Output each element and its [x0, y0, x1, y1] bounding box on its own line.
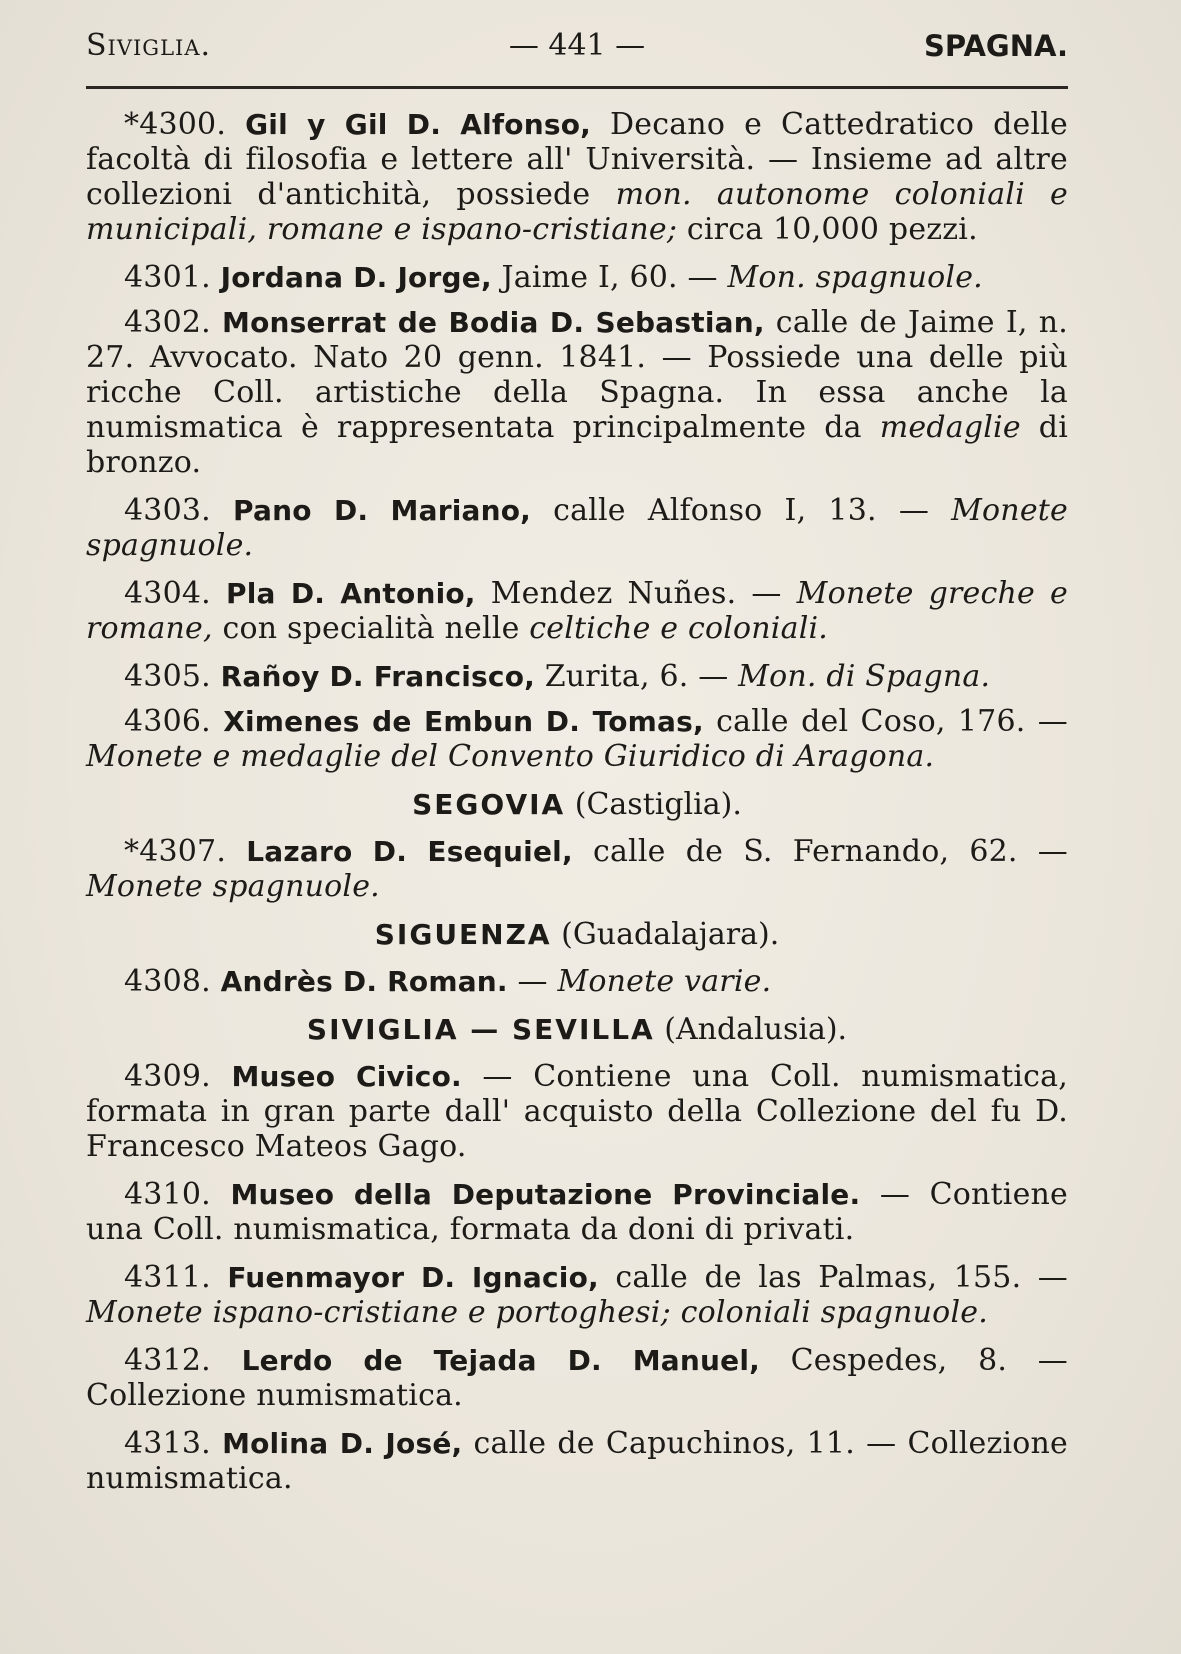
entry-italic: Mon. spagnuole.	[727, 260, 983, 295]
city-name: SIVIGLIA — SEVILLA	[306, 1013, 655, 1046]
entry-4311	[86, 1260, 1068, 1330]
entry-number: *4300.	[124, 107, 227, 142]
entry-text: circa 10,000 pezzi.	[677, 212, 978, 247]
entry-name: Museo Civico.	[231, 1060, 462, 1093]
entry-text: calle de las Palmas, 155. —	[598, 1260, 1068, 1295]
entry-4308	[86, 964, 1068, 999]
entry-4309	[86, 1059, 1068, 1164]
page-number: — 441 —	[508, 28, 646, 63]
city-region: (Andalusia).	[654, 1012, 848, 1047]
entry-text: Mendez Nuñes. —	[475, 576, 797, 611]
entry-name: Pla D. Antonio,	[225, 577, 476, 610]
entry-text: calle del Coso, 176. —	[703, 704, 1068, 739]
city-heading-siviglia	[86, 1012, 1068, 1047]
text-column	[86, 18, 1068, 1509]
entry-number: *4307.	[124, 834, 227, 869]
entry-text: con specialità nelle	[212, 611, 530, 646]
entry-4301	[86, 260, 1068, 295]
entry-number: 4304.	[124, 576, 211, 611]
entry-text: — Contiene una Coll. numismatica, formata in gran parte dall' acquisto della Collezione del fu D. Francesco Mateos Gago.	[86, 1059, 1068, 1164]
entry-number: 4308.	[124, 964, 211, 999]
entry-number: 4302.	[124, 305, 211, 340]
entry-italic: medaglie	[879, 410, 1021, 445]
entry-4305	[86, 659, 1068, 694]
entry-name: Pano D. Mariano,	[233, 494, 531, 527]
entry-text: calle Alfonso I, 13. —	[531, 493, 952, 528]
city-name: SIGUENZA	[374, 918, 552, 951]
entry-text: Jaime I, 60. —	[491, 260, 728, 295]
city-region: (Castiglia).	[565, 787, 742, 822]
city-heading-siguenza	[86, 917, 1068, 952]
entry-italic: Monete greche e romane,	[86, 576, 1068, 646]
entry-4307	[86, 834, 1068, 904]
entry-number: 4303.	[124, 493, 211, 528]
city-heading-segovia	[86, 787, 1068, 822]
entry-name: Monserrat de Bodia D. Sebastian,	[222, 306, 765, 339]
entry-italic: Mon. di Spagna.	[738, 659, 991, 694]
entry-text: —	[507, 964, 558, 999]
entry-4300	[86, 107, 1068, 247]
entry-4302	[86, 305, 1068, 480]
entry-name: Andrès D. Roman.	[220, 965, 508, 998]
entry-number: 4313.	[124, 1426, 211, 1461]
entry-name: Lerdo de Tejada D. Manuel,	[241, 1344, 760, 1377]
entry-number: 4306.	[124, 704, 211, 739]
city-name: SEGOVIA	[412, 788, 566, 821]
entry-italic: Monete e medaglie del Convento Giuridico di Aragona.	[86, 739, 935, 774]
entry-text: — Contiene una Coll. numismatica, formata da doni di privati.	[86, 1177, 1069, 1247]
entry-number: 4310.	[124, 1177, 211, 1212]
entry-italic: Monete spagnuole.	[86, 869, 380, 904]
entry-4303	[86, 493, 1068, 563]
entry-name: Molina D. José,	[222, 1427, 463, 1460]
entry-number: 4309.	[124, 1059, 211, 1094]
entry-4313	[86, 1426, 1068, 1496]
city-region: (Guadalajara).	[551, 917, 780, 952]
entry-name: Jordana D. Jorge,	[220, 261, 492, 294]
entry-text: Decano e Cattedratico delle facoltà di filosofia e lettere all' Università. — Insieme ad altre collezioni d'antichità, possiede	[86, 107, 1068, 212]
entry-name: Gil y Gil D. Alfonso,	[245, 108, 592, 141]
entry-italic: mon. autonome coloniali e municipali, romane e ispano-cristiane;	[86, 177, 1068, 247]
entry-text: di bronzo.	[86, 410, 1068, 480]
running-head-country: SPAGNA.	[924, 29, 1068, 63]
entries-list	[86, 107, 1068, 1496]
entry-number: 4312.	[124, 1343, 211, 1378]
entry-text: Zurita, 6. —	[535, 659, 739, 694]
entry-name: Rañoy D. Francisco,	[220, 660, 535, 693]
page-header	[86, 18, 1068, 62]
entry-name: Lazaro D. Esequiel,	[246, 835, 573, 868]
entry-4306	[86, 704, 1068, 774]
entry-text: Cespedes, 8. — Collezione numismatica.	[86, 1343, 1068, 1413]
entry-number: 4311.	[124, 1260, 211, 1295]
entry-4312	[86, 1343, 1068, 1413]
entry-name: Fuenmayor D. Ignacio,	[227, 1261, 599, 1294]
entry-italic: Monete spagnuole.	[86, 493, 1068, 563]
entry-name: Museo della Deputazione Provinciale.	[230, 1178, 861, 1211]
entry-text: calle de S. Fernando, 62. —	[572, 834, 1069, 869]
entry-number: 4305.	[124, 659, 211, 694]
entry-4310	[86, 1177, 1068, 1247]
header-rule	[86, 86, 1068, 89]
entry-4304	[86, 576, 1068, 646]
entry-text: calle de Jaime I, n. 27. Avvocato. Nato 20 genn. 1841. — Possiede una delle più ricche Coll. artistiche della Spagna. In essa anche la numismatica è rappresentata principalmente da	[86, 305, 1068, 445]
running-head-city: Siviglia.	[86, 28, 212, 63]
entry-name: Ximenes de Embun D. Tomas,	[223, 705, 704, 738]
entry-italic: celtiche e coloniali.	[529, 611, 829, 646]
entry-italic: Monete ispano-cristiane e portoghesi; coloniali spagnuole.	[86, 1295, 988, 1330]
entry-italic: Monete varie.	[557, 964, 772, 999]
entry-text: calle de Capuchinos, 11. — Collezione numismatica.	[86, 1426, 1068, 1496]
entry-number: 4301.	[124, 260, 211, 295]
